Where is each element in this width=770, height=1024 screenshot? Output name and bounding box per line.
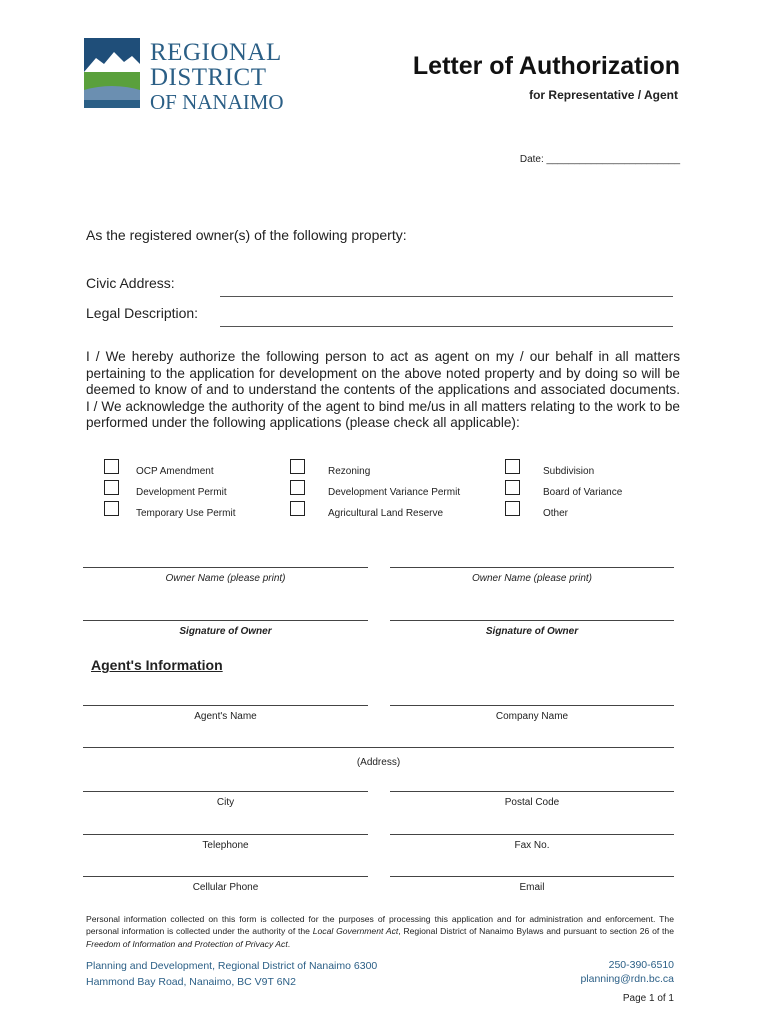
telephone-caption: Telephone [202, 840, 249, 851]
footer-address [86, 958, 377, 990]
page-subtitle: for Representative / Agent [529, 88, 678, 102]
checkbox-agricultural-land-reserve[interactable] [290, 501, 305, 516]
label-board-of-variance: Board of Variance [543, 487, 623, 498]
footer-address-line-1: Planning and Development, Regional District of Nanaimo 6300 [86, 960, 378, 972]
label-subdivision: Subdivision [543, 466, 595, 477]
label-development-variance-permit: Development Variance Permit [328, 487, 461, 498]
legal-description-field[interactable] [220, 326, 673, 327]
checkbox-rezoning[interactable] [290, 459, 305, 474]
label-agricultural-land-reserve: Agricultural Land Reserve [328, 508, 444, 519]
owner-signature-field-1[interactable] [83, 620, 368, 621]
logo-line-1: REGIONAL [150, 39, 282, 66]
logo-line-2: DISTRICT [150, 64, 267, 91]
agent-name-field[interactable] [83, 705, 368, 706]
privacy-notice [86, 913, 674, 950]
city-caption: City [216, 797, 235, 808]
label-rezoning: Rezoning [328, 466, 371, 477]
privacy-text-2: , Regional District of Nanaimo Bylaws and pursuant to section 26 of the [398, 926, 674, 937]
date-field[interactable]: Date: ________________________ [519, 154, 680, 165]
company-name-field[interactable] [390, 705, 674, 706]
logo-wordmark [150, 40, 284, 113]
checkbox-development-permit[interactable] [104, 480, 119, 495]
local-government-act: Local Government Act [312, 926, 399, 937]
owner-signature-caption-1: Signature of Owner [179, 626, 272, 637]
page-number: Page 1 of 1 [622, 993, 674, 1004]
cellular-phone-caption: Cellular Phone [192, 882, 259, 893]
page-title: Letter of Authorization [412, 52, 680, 80]
checkbox-temporary-use-permit[interactable] [104, 501, 119, 516]
footer-email-link[interactable]: planning@rdn.bc.ca [580, 973, 674, 985]
agent-info-heading: Agent's Information [91, 657, 223, 673]
label-development-permit: Development Permit [136, 487, 227, 498]
label-ocp-amendment: OCP Amendment [136, 466, 214, 477]
civic-address-label: Civic Address: [86, 275, 175, 291]
owner-name-field-1[interactable] [83, 567, 368, 568]
owner-signature-field-2[interactable] [390, 620, 674, 621]
company-name-caption: Company Name [495, 711, 569, 722]
civic-address-field[interactable] [220, 296, 673, 297]
email-caption: Email [519, 882, 545, 893]
checkbox-board-of-variance[interactable] [505, 480, 520, 495]
address-caption: (Address) [356, 757, 401, 768]
telephone-field[interactable] [83, 834, 368, 835]
legal-description-label: Legal Description: [86, 305, 199, 321]
postal-code-caption: Postal Code [504, 797, 560, 808]
owner-name-caption-1: Owner Name (please print) [165, 573, 286, 584]
fax-caption: Fax No. [514, 840, 550, 851]
logo-line-3: OF NANAIMO [150, 90, 284, 114]
checkbox-ocp-amendment[interactable] [104, 459, 119, 474]
owner-name-field-2[interactable] [390, 567, 674, 568]
authorization-paragraph: I / We hereby authorize the following person to act as agent on my / our behalf in all matters pertaining to the application for development on the above noted property and by doing so will be deemed to know of and to understand the contents of the applications and associated documents. I / We acknowledge the authority of the agent to bind me/us in all matters relating to the work to be performed under the following applications (please check all applicable): [86, 349, 680, 431]
postal-code-field[interactable] [390, 791, 674, 792]
property-intro: As the registered owner(s) of the following property: [86, 227, 407, 243]
owner-signature-caption-2: Signature of Owner [485, 626, 579, 637]
rdn-logo-icon [84, 38, 144, 118]
foippa-act: Freedom of Information and Protection of Privacy Act [86, 938, 288, 949]
fax-field[interactable] [390, 834, 674, 835]
footer-contact [580, 958, 674, 986]
footer-address-line-2: Hammond Bay Road, Nanaimo, BC V9T 6N2 [86, 976, 296, 988]
address-field[interactable] [83, 747, 674, 748]
cellular-phone-field[interactable] [83, 876, 368, 877]
label-temporary-use-permit: Temporary Use Permit [136, 508, 236, 519]
city-field[interactable] [83, 791, 368, 792]
footer-phone: 250-390-6510 [608, 959, 674, 971]
checkbox-subdivision[interactable] [505, 459, 520, 474]
agent-name-caption: Agent's Name [194, 711, 257, 722]
label-other: Other [543, 508, 569, 519]
owner-name-caption-2: Owner Name (please print) [471, 573, 593, 584]
email-field[interactable] [390, 876, 674, 877]
privacy-text-1: Personal information collected on this form is collected for the purposes of processing this application and for administration and enforcement. The personal information is collected under the authority of the [86, 914, 674, 937]
checkbox-other[interactable] [505, 501, 520, 516]
checkbox-development-variance-permit[interactable] [290, 480, 305, 495]
privacy-text-3: . [287, 938, 291, 949]
